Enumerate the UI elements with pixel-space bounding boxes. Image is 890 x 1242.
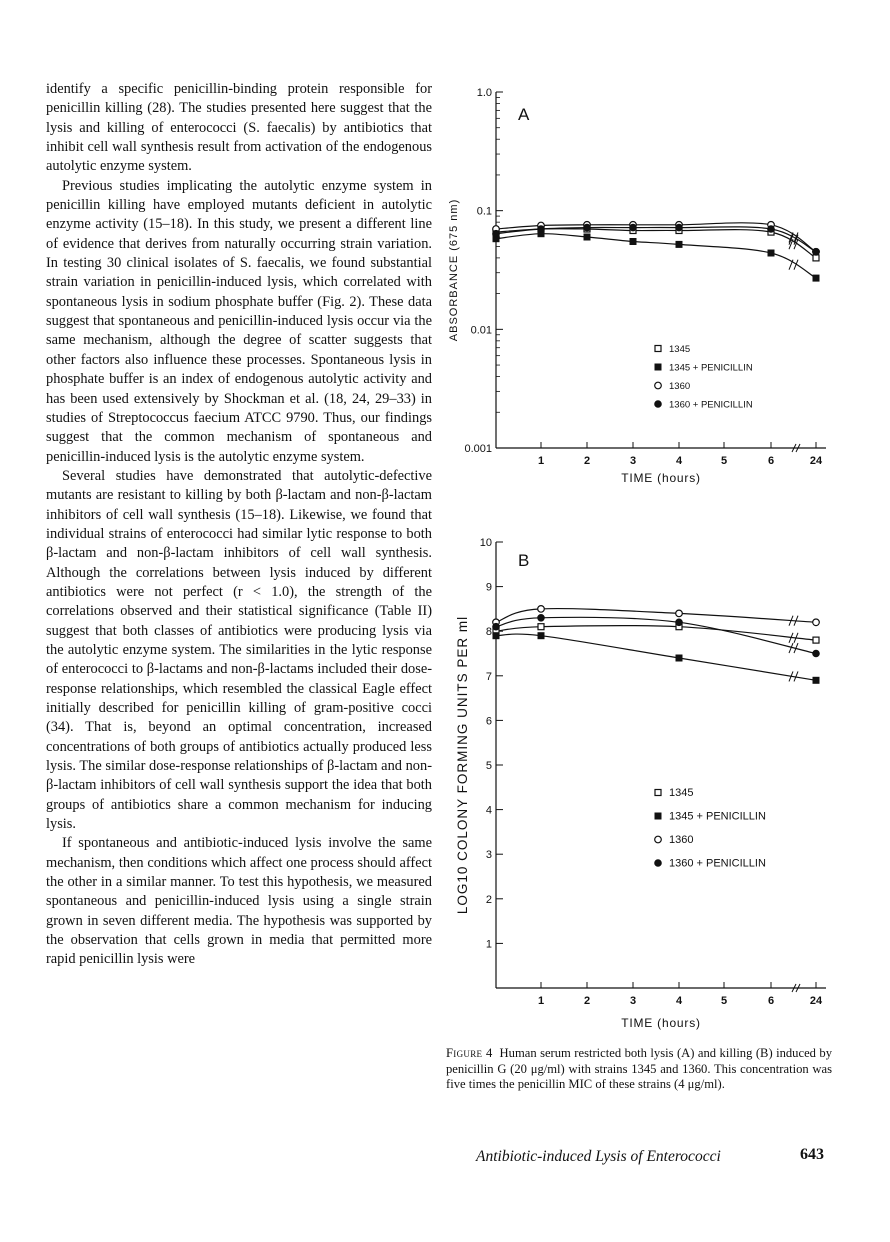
marker-filled-square [584,234,590,240]
running-title: Antibiotic-induced Lysis of Enterococci [476,1148,721,1165]
marker-filled-circle [768,226,775,233]
body-paragraph: Several studies have demonstrated that autolytic-defective mutants are resistant to killing by both β-lactam and non-β-lactam inhibitors of cell wall synthesis (15–18). Likewise, we found that individual strains of enterococci had similar lytic response to both β-lactam and non-β-lactam inhibitors of cell wall synthesis. Although the correlations between lysis induced by different antibiotics were not perfect (r < 1.0), the strength of the correlations observed and their statistical significance (Table II) suggest that both classes of antibiotics were producing lysis via the autolytic enzyme system. The similarities in the lytic response of enterococci to β-lactams and non-β-lactams included their dose-response relationships, which resembled the classical Eagle effect initially described for penicillin killing of gram-positive cocci (34). That is, beyond an optimal concentration, increased concentrations of both groups of antibiotics actually produced less lysis. The similar dose-response relationships of β-lactam and non-β-lactam inhibitors of cell wall synthesis support the idea that both groups of antibiotics share a common mechanism for inducing lysis. [46,467,432,833]
marker-open-square [655,790,661,796]
marker-open-circle [813,619,820,626]
figure-caption [446,1046,832,1093]
marker-filled-square [813,275,819,281]
x-tick-label: 2 [583,455,591,467]
body-paragraph: Previous studies implicating the autolytic enzyme system in penicillin killing have employed mutants deficient in autolytic enzyme activity (15–18). In this study, we present a different line of evidence that derives from naturally occurring strain variation. In testing 30 clinical isolates of S. faecalis, we found substantial strain variation in penicillin-induced lysis, which correlated with spontaneous lysis in sodium phosphate buffer (Fig. 2). These data suggest that spontaneous and penicillin-induced lysis occur via the same mechanism, although the degree of scatter suggests that other factors also influence these processes. Spontaneous lysis in phosphate buffer is an index of endogenous autolytic activity and has been used extensively by Shockman et al. (18, 24, 29–33) in studies of Streptococcus faecium ATCC 9790. Thus, our findings suggest that the common mechanism of spontaneous and penicillin-induced lysis is the autolytic enzyme system. [46,177,432,465]
marker-filled-circle [655,401,662,408]
marker-filled-circle [655,860,662,867]
marker-open-circle [676,610,683,617]
y-tick-label: 1 [485,938,492,951]
x-tick-label: 24 [809,455,823,467]
y-tick-label: 0.01 [470,324,492,337]
x-axis-label: TIME (hours) [621,1016,701,1030]
x-tick-label: 5 [720,995,728,1007]
chart-panel-A [448,87,826,485]
marker-filled-circle [584,224,591,231]
x-tick-label: 4 [675,995,683,1007]
y-tick-label: 9 [485,581,492,594]
marker-filled-circle [538,226,545,233]
x-tick-label: 1 [537,455,545,467]
marker-open-square [813,255,819,261]
legend-label: 1345 + PENICILLIN [669,362,753,374]
y-axis-label: ABSORBANCE (675 nm) [448,198,460,342]
legend-label: 1360 + PENICILLIN [669,399,753,411]
chart-panel-B [455,537,826,1030]
x-tick-label: 6 [767,995,775,1007]
marker-filled-square [813,677,819,683]
legend-label: 1360 + PENICILLIN [669,857,766,870]
marker-open-circle [655,836,662,843]
caption-label: Figure 4 [446,1046,493,1060]
y-tick-label: 10 [479,537,492,549]
marker-filled-square [493,633,499,639]
marker-filled-square [768,250,774,256]
panel-label: B [518,551,530,570]
figure-4 [440,70,880,1030]
marker-filled-circle [538,615,545,622]
marker-filled-square [538,633,544,639]
x-axis-label: TIME (hours) [621,471,701,485]
marker-filled-square [655,813,661,819]
marker-open-square [538,624,544,630]
y-tick-label: 4 [485,804,492,817]
y-tick-label: 6 [485,715,492,728]
marker-filled-circle [493,230,500,237]
marker-filled-square [676,655,682,661]
legend-label: 1345 [669,344,691,355]
y-tick-label: 7 [485,670,492,683]
x-tick-label: 5 [720,455,728,467]
y-tick-label: 5 [485,760,492,772]
y-tick-label: 0.001 [464,443,492,455]
x-tick-label: 4 [675,455,683,467]
y-tick-label: 0.1 [476,205,492,218]
y-axis-label: LOG10 COLONY FORMING UNITS PER ml [455,615,470,915]
legend-label: 1345 [669,787,694,799]
y-tick-label: 8 [485,626,492,639]
x-tick-label: 3 [629,995,637,1007]
x-tick-label: 2 [583,995,591,1007]
legend-label: 1345 + PENICILLIN [669,810,766,823]
marker-filled-square [655,364,661,370]
body-paragraph: If spontaneous and antibiotic-induced lysis involve the same mechanism, then conditions which affect one process should affect the other in a similar manner. To test this hypothesis, we measured spontaneous and penicillin-induced lysis using a single strain grown in seven different media. The hypothesis was supported by the observation that cells grown in media that permitted more rapid penicillin lysis were [46,835,432,968]
body-paragraph: identify a specific penicillin-binding protein responsible for penicillin killing (28). The studies presented here suggest that the lysis and killing of enterococci (S. faecalis) by antibiotics that inhibit cell wall synthesis result from activation of the endogenous autolytic enzyme system. [46,81,432,175]
x-tick-label: 1 [537,995,545,1007]
marker-filled-circle [676,224,683,231]
legend-label: 1360 [669,381,691,392]
marker-filled-circle [630,224,637,231]
x-tick-label: 6 [767,455,775,467]
marker-filled-circle [813,249,820,256]
y-tick-label: 3 [485,849,492,862]
y-tick-label: 2 [485,893,492,906]
marker-filled-square [630,239,636,245]
marker-filled-circle [493,623,500,630]
marker-open-circle [538,606,545,613]
x-tick-label: 3 [629,455,637,467]
marker-filled-circle [676,619,683,626]
marker-filled-square [676,241,682,247]
page-number: 643 [800,1146,824,1163]
panel-label: A [518,105,530,124]
x-tick-label: 24 [809,995,823,1007]
marker-filled-circle [813,650,820,657]
body-text-column [46,80,432,970]
marker-open-square [655,346,661,352]
legend-label: 1360 [669,834,694,846]
marker-open-circle [655,382,662,389]
figure-4-plots [440,70,880,1030]
y-tick-label: 1.0 [476,87,492,99]
caption-text: Human serum restricted both lysis (A) and killing (B) induced by penicillin G (20 μg/ml) with strains 1345 and 1360. This concentration was five times the penicillin MIC of these strains (4 μg/ml). [446,1046,832,1092]
marker-open-square [813,637,819,643]
